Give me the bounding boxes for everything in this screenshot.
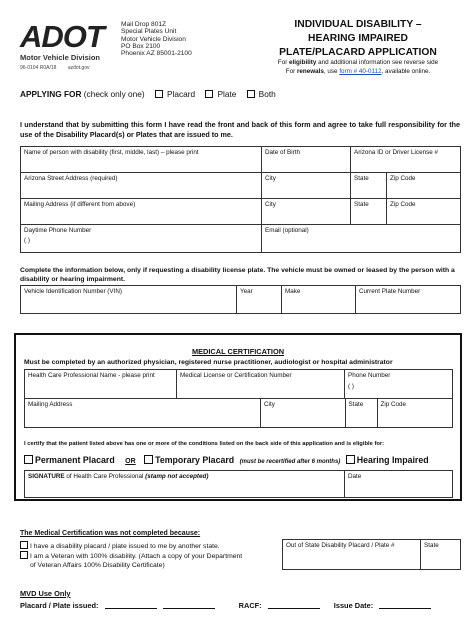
mailing-address-field[interactable]: [21, 199, 262, 225]
field-label: Health Care Professional Name - please print: [28, 372, 155, 379]
stamp-note: (stamp not accepted): [145, 473, 209, 480]
hcp-signature-field[interactable]: [25, 471, 345, 498]
hcp-phone-field[interactable]: [345, 370, 453, 399]
field-label: Vehicle Identification Number (VIN): [24, 288, 122, 295]
signature-date-field[interactable]: [345, 471, 453, 498]
placard-type-options: [24, 455, 429, 465]
renewal-note: [252, 68, 464, 76]
plate-option-label: Plate: [217, 89, 237, 99]
permanent-placard-label: Permanent Placard: [35, 455, 115, 465]
field-label: Zip Code: [380, 401, 407, 408]
temporary-placard-label: Temporary Placard: [155, 455, 235, 465]
field-label: Phone Number: [348, 372, 391, 379]
both-option-label: Both: [258, 89, 276, 99]
field-label: Arizona ID or Driver License #: [354, 149, 438, 156]
or-separator: OR: [125, 458, 136, 465]
racf-blank[interactable]: [268, 608, 320, 609]
out-of-state-state-field[interactable]: [421, 540, 461, 570]
plate-requirement-note: Complete the information below, only if requesting a disability license plate. The vehicle must be owned or leased by the person with a disability or hearing impairment.: [20, 267, 455, 283]
applicant-info-table: [20, 146, 461, 253]
street-address-field[interactable]: [21, 173, 262, 199]
field-label: Out of State Disability Placard / Plate #: [286, 542, 395, 549]
state-field[interactable]: [351, 173, 387, 199]
vin-field[interactable]: [21, 286, 237, 314]
field-label: Medical License or Certification Number: [180, 372, 292, 379]
hcp-city-field[interactable]: [261, 399, 345, 427]
field-label: Mailing Address: [28, 401, 73, 408]
logo-wordmark: ADOT: [20, 19, 104, 54]
field-label: Make: [285, 288, 301, 295]
field-label: Year: [240, 288, 253, 295]
placard-issued-blank-1[interactable]: [105, 608, 157, 609]
certification-statement: I certify that the patient listed above has one or more of the conditions listed on the back side of this application and is eligible for:: [24, 441, 385, 447]
both-checkbox[interactable]: [247, 90, 255, 98]
field-label: Daytime Phone Number: [24, 227, 92, 234]
field-label: City: [264, 401, 275, 408]
city-field[interactable]: [262, 173, 351, 199]
field-label: City: [265, 175, 276, 182]
field-label: State: [424, 542, 439, 549]
permanent-placard-checkbox[interactable]: [24, 455, 33, 464]
signature-table: [24, 470, 453, 498]
phone-parens: ( ): [24, 237, 30, 244]
option-label: I have a disability placard / plate issued to me by another state.: [30, 543, 220, 550]
address-line: Mail Drop 801Z: [121, 21, 167, 28]
title-line: INDIVIDUAL DISABILITY –: [294, 19, 422, 30]
field-label: State: [354, 201, 369, 208]
veteran-option: [20, 551, 282, 570]
field-label: Current Plate Number: [359, 288, 421, 295]
medical-license-field[interactable]: [177, 370, 345, 399]
note-text: For: [285, 68, 297, 75]
city-state-zip-subtable: [261, 399, 453, 427]
make-field[interactable]: [282, 286, 356, 314]
note-text: For: [277, 59, 290, 66]
hcp-zip-field[interactable]: [377, 399, 453, 427]
phone-parens: ( ): [348, 383, 354, 390]
form-code-row: [20, 65, 114, 71]
other-state-option: [20, 541, 220, 552]
veteran-checkbox[interactable]: [20, 551, 28, 559]
field-label: Name of person with disability (first, middle, last) – please print: [24, 149, 199, 156]
hcp-state-field[interactable]: [345, 399, 377, 427]
signature-bold: SIGNATURE: [28, 473, 65, 480]
mailing-state-field[interactable]: [351, 199, 387, 225]
mvd-use-only-title: MVD Use Only: [20, 589, 71, 598]
applicant-name-field[interactable]: [21, 147, 262, 173]
out-of-state-plate-field[interactable]: [283, 540, 421, 570]
placard-issued-label: Placard / Plate issued:: [20, 601, 99, 610]
plate-checkbox[interactable]: [205, 90, 213, 98]
field-label: State: [354, 175, 369, 182]
eligibility-note: [252, 59, 464, 67]
note-bold: renewals: [296, 68, 324, 75]
placard-checkbox[interactable]: [155, 90, 163, 98]
vehicle-info-table: [20, 285, 461, 314]
field-label: State: [348, 401, 364, 408]
placard-issued-blank-2[interactable]: [163, 608, 215, 609]
issue-date-label: Issue Date:: [333, 601, 374, 610]
hcp-mailing-address-field[interactable]: [25, 399, 261, 428]
field-label: Date: [348, 473, 362, 480]
mailing-zip-field[interactable]: [387, 199, 461, 225]
medical-certification-title: MEDICAL CERTIFICATION: [191, 347, 285, 356]
note-text: , available online.: [381, 68, 431, 75]
website: azdot.gov: [67, 65, 90, 71]
hearing-impaired-checkbox[interactable]: [346, 455, 355, 464]
not-completed-title: The Medical Certification was not completed because:: [20, 530, 201, 537]
other-state-checkbox[interactable]: [20, 541, 28, 549]
field-label: City: [265, 201, 276, 208]
address-line: Phoenix AZ 85001-2100: [121, 50, 192, 58]
hcp-name-field[interactable]: [25, 370, 177, 399]
temporary-placard-checkbox[interactable]: [144, 455, 153, 464]
field-label: Date of Birth: [265, 149, 300, 156]
current-plate-field[interactable]: [356, 286, 461, 314]
hearing-impaired-label: Hearing Impaired: [356, 455, 429, 465]
out-of-state-table: [282, 539, 461, 570]
field-label: of Health Care Professional: [64, 473, 146, 480]
renewal-form-link[interactable]: form # 40-0112: [339, 68, 382, 75]
field-label: Mailing Address (if different from above): [24, 201, 136, 208]
adot-logo: [20, 19, 114, 71]
zip-field[interactable]: [387, 173, 461, 199]
logo-subtitle: Motor Vehicle Division: [20, 53, 101, 62]
form-title: [252, 18, 464, 60]
applying-for-row: [20, 89, 276, 99]
note-text: , use: [323, 68, 340, 75]
address-line: PO Box 2100: [121, 42, 161, 50]
address-line: Motor Vehicle Division: [121, 35, 186, 43]
applying-for-label: APPLYING FOR: [20, 89, 82, 99]
title-line: PLATE/PLACARD APPLICATION: [279, 47, 437, 58]
hcp-city-state-zip-field: [261, 399, 453, 428]
mvd-use-row: [20, 601, 431, 610]
placard-option-label: Placard: [166, 89, 196, 99]
id-license-field[interactable]: [351, 147, 461, 173]
field-label: Zip Code: [390, 201, 416, 208]
medical-certification-subtitle: Must be completed by an authorized physician, registered nurse practitioner, audiologist or hospital administrator: [24, 359, 393, 366]
mailing-address-block: [121, 21, 192, 57]
racf-label: RACF:: [238, 601, 262, 610]
note-bold: eligibility: [289, 59, 317, 66]
option-label: of Veteran Affairs 100% Disability Certificate): [30, 561, 165, 569]
email-field[interactable]: [262, 225, 461, 253]
temporary-note: (must be recertified after 6 months): [239, 459, 341, 465]
field-label: Zip Code: [390, 175, 416, 182]
daytime-phone-field[interactable]: [21, 225, 262, 253]
field-label: Email (optional): [265, 227, 309, 234]
title-line: HEARING IMPAIRED: [308, 33, 408, 44]
address-line: Special Plates Unit: [121, 28, 177, 36]
date-of-birth-field[interactable]: [262, 147, 351, 173]
option-label: I am a Veteran with 100% disability. (Attach a copy of your Department: [30, 553, 243, 560]
field-label: Arizona Street Address (required): [24, 175, 118, 182]
medical-certification-section: [14, 333, 462, 501]
issue-date-blank[interactable]: [379, 608, 431, 609]
form-code: 96-0104 R0A/18: [20, 65, 57, 71]
year-field[interactable]: [237, 286, 282, 314]
mailing-city-field[interactable]: [262, 199, 351, 225]
health-professional-table: [24, 369, 453, 428]
responsibility-statement: I understand that by submitting this form I have read the front and back of this form and agree to take full responsibility for the use of the Disability Placard(s) or Plates that are issued to me.: [20, 120, 460, 139]
note-text: and additional information see reverse side: [316, 59, 439, 66]
applying-for-hint: (check only one): [81, 89, 145, 99]
